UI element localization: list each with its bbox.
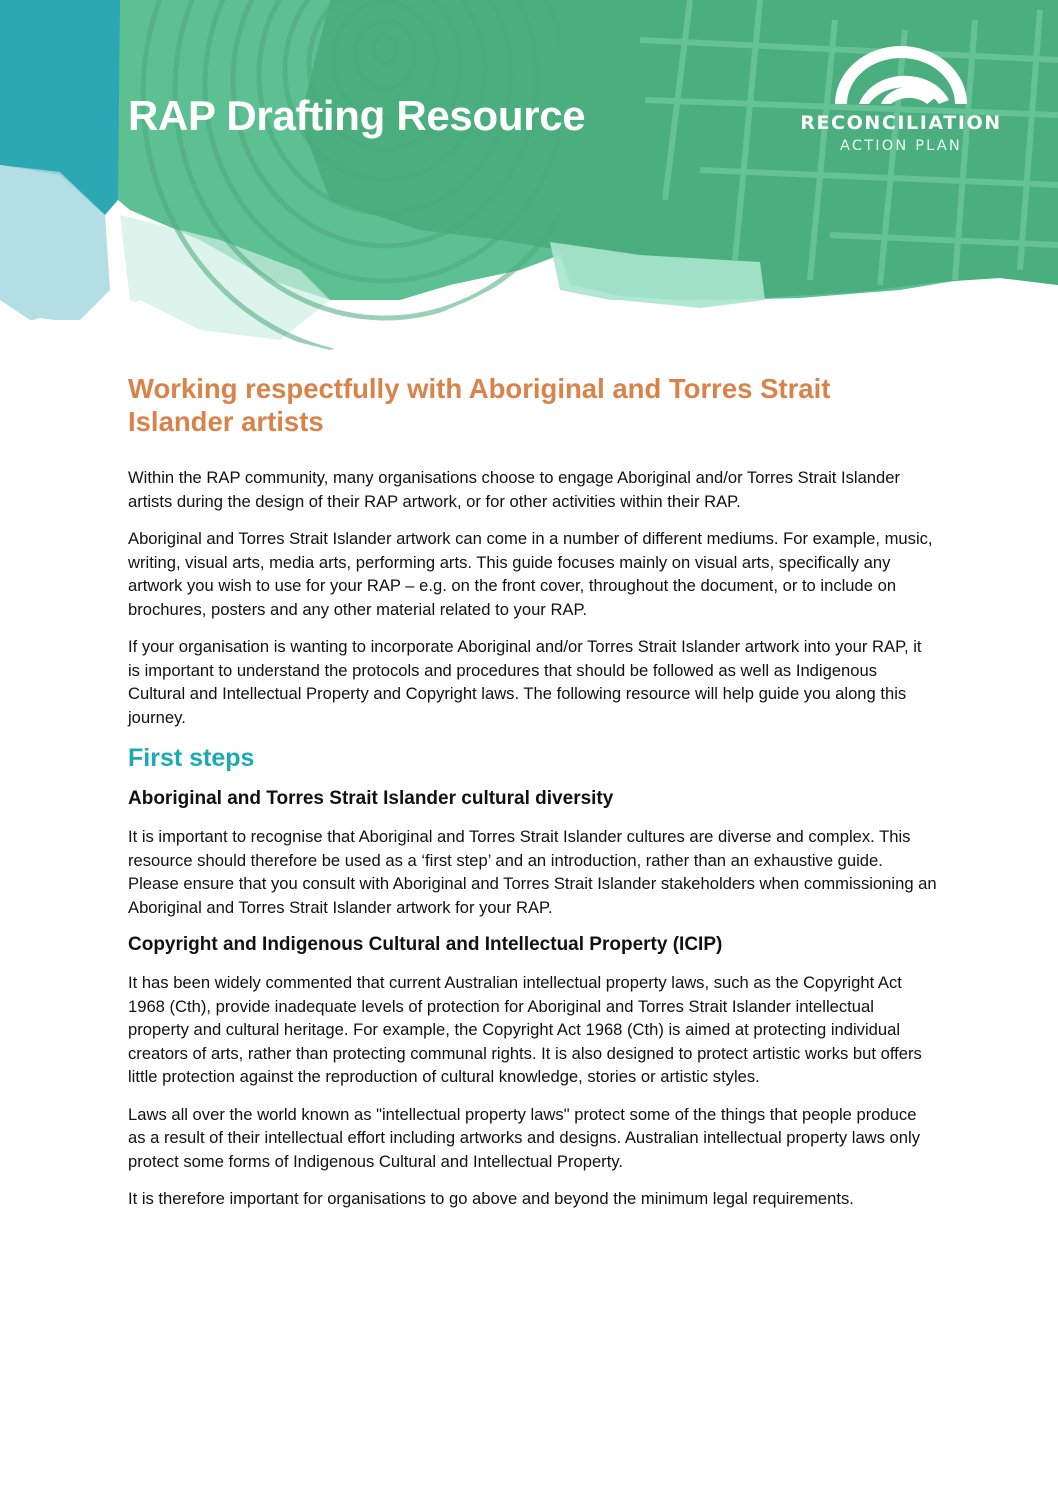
intro-paragraph: If your organisation is wanting to incorporate Aboriginal and/or Torres Strait Islander artwork into your RAP, it is important to understand the protocols and procedures that should be followed as well as Indigenous Cultural and Intellectual Property and Copyright laws. The following resource will help guide you along this journey. [128,637,922,727]
document-body [128,372,938,1225]
body-paragraph: It is important to recognise that Aboriginal and Torres Strait Islander cultures are diverse and complex. This resource should therefore be used as a ‘first step’ and an introduction, rather than an exhaustive guide. Please ensure that you consult with Aboriginal and Torres Strait Islander stakeholders when commissioning an Aboriginal and Torres Strait Islander artwork for your RAP. [128,827,937,917]
reconciliation-logo [796,44,1006,154]
subsection-heading-copyright-icip: Copyright and Indigenous Cultural and Intellectual Property (ICIP) [128,934,723,955]
document-title: RAP Drafting Resource [128,92,586,139]
page-heading: Working respectfully with Aboriginal and Torres Strait Islander artists [128,373,831,437]
body-paragraph: It is therefore important for organisations to go above and beyond the minimum legal requirements. [128,1189,854,1208]
subsection-heading-cultural-diversity: Aboriginal and Torres Strait Islander cultural diversity [128,788,614,809]
logo-text-reconciliation: RECONCILIATION [800,112,1002,134]
intro-paragraph: Aboriginal and Torres Strait Islander artwork can come in a number of different mediums. For example, music, writing, visual arts, media arts, performing arts. This guide focuses mainly on visual arts, specifically any artwork you wish to use for your RAP – e.g. on the front cover, throughout the document, or to include on brochures, posters and any other material related to your RAP. [128,529,933,619]
body-paragraph: It has been widely commented that current Australian intellectual property laws, such as the Copyright Act 1968 (Cth), provide inadequate levels of protection for Aboriginal and Torres Strait Islander intellectual property and cultural heritage. For example, the Copyright Act 1968 (Cth) is aimed at protecting individual creators of arts, rather than protecting communal rights. It is also designed to protect artistic works but offers little protection against the reproduction of cultural knowledge, stories or artistic styles. [128,973,922,1086]
rainbow-arcs-icon [831,44,971,106]
section-heading-first-steps: First steps [128,744,255,772]
intro-paragraph: Within the RAP community, many organisations choose to engage Aboriginal and/or Torres Strait Islander artists during the design of their RAP artwork, or for other activities within their RAP. [128,468,901,511]
logo-text-action-plan: ACTION PLAN [840,138,962,154]
header-banner [0,0,1058,360]
body-paragraph: Laws all over the world known as "intellectual property laws" protect some of the things that people produce as a result of their intellectual effort including artworks and designs. Australian intellectual property laws only protect some forms of Indigenous Cultural and Intellectual Property. [128,1104,921,1171]
